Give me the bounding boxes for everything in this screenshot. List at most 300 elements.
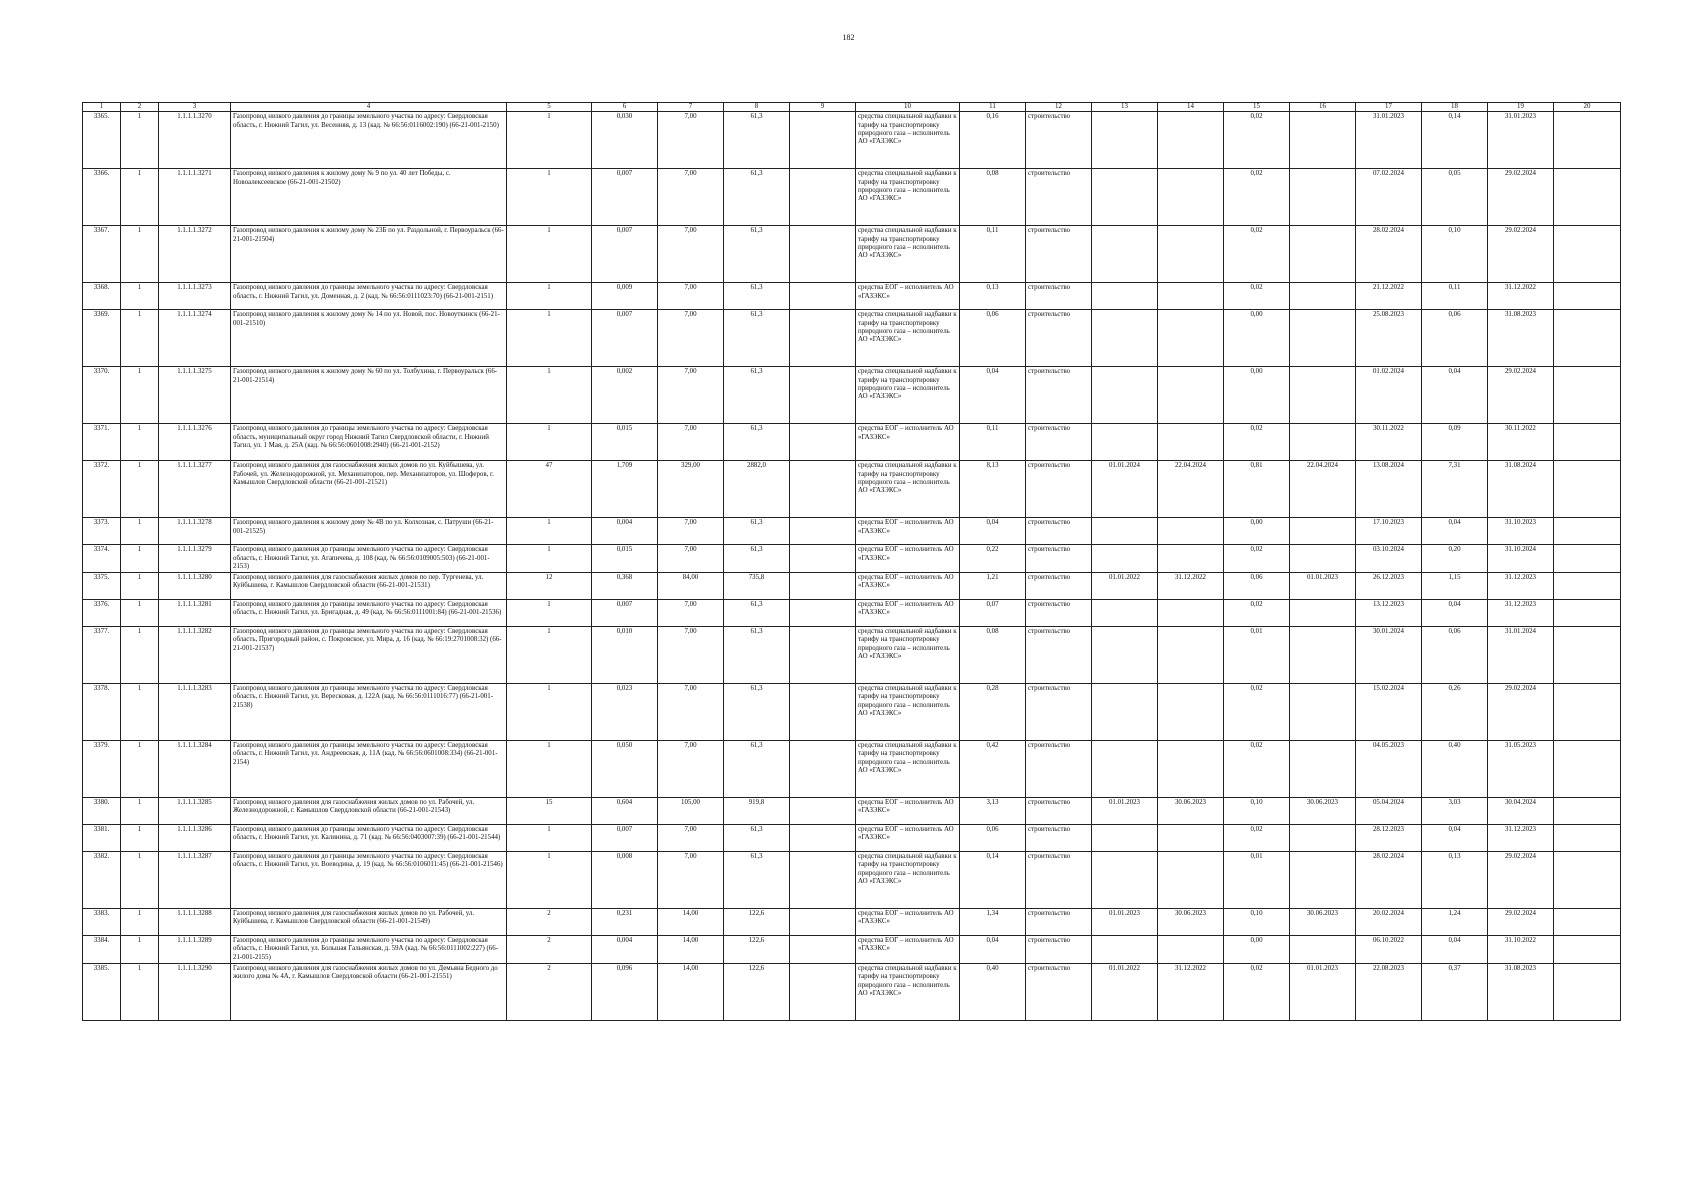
- completion-date: 30.11.2022: [1356, 424, 1422, 461]
- column-number-header: 10: [856, 103, 960, 112]
- cell-quantity: 1: [507, 169, 592, 226]
- start-date: [1092, 283, 1158, 310]
- cell-cost: 0,06: [960, 825, 1026, 852]
- project-description: Газопровод низкого давления для газоснабжения жилых домов по ул. Куйбышева, ул. Рабочей, ул. Железнодорожной, ул. Механизаторов, пер. Механизаторов, ул. Шоферов, г. Камышлов Свердловской области (66-21-001-21521): [231, 461, 507, 518]
- completion-date: 28.12.2023: [1356, 825, 1422, 852]
- commission-date: 31.08.2024: [1488, 461, 1554, 518]
- cell-year2-cost: 0,14: [1422, 112, 1488, 169]
- cell-length: 0,010: [592, 627, 658, 684]
- cell-year1-cost: 0,01: [1224, 852, 1290, 909]
- cell-length: 0,007: [592, 226, 658, 283]
- cell-quantity: 1: [507, 112, 592, 169]
- completion-date: 07.02.2024: [1356, 169, 1422, 226]
- cell-col9: [790, 741, 856, 798]
- project-description: Газопровод низкого давления до границы земельного участка по адресу: Свердловская область, г. Нижний Тагил, ул. Вересковая, д. 122А (кад. № 66:56:0111016:77) (66-21-001-21538): [231, 684, 507, 741]
- cell-quantity: 1: [507, 367, 592, 424]
- end-date: [1158, 627, 1224, 684]
- cell-col20: [1554, 545, 1621, 573]
- cell-col2: 1: [121, 627, 159, 684]
- cell-cost: 0,42: [960, 741, 1026, 798]
- start-date: 01.01.2022: [1092, 573, 1158, 600]
- cell-volume: 122,6: [724, 936, 790, 964]
- cell-year2-start: [1290, 600, 1356, 627]
- table-row: [83, 461, 1621, 518]
- cell-col2: 1: [121, 936, 159, 964]
- cell-col2: 1: [121, 424, 159, 461]
- cell-quantity: 1: [507, 283, 592, 310]
- row-number: 3377.: [83, 627, 121, 684]
- cell-cost: 0,04: [960, 518, 1026, 545]
- cell-cost: 0,22: [960, 545, 1026, 573]
- start-date: 01.01.2022: [1092, 964, 1158, 1021]
- cell-col2: 1: [121, 461, 159, 518]
- row-number: 3381.: [83, 825, 121, 852]
- project-code: 1.1.1.1.3282: [159, 627, 231, 684]
- cell-capacity: 7,00: [658, 518, 724, 545]
- project-description: Газопровод низкого давления для газоснабжения жилых домов по ул. Демьяна Бедного до жилого дома № 4А, г. Камышлов Свердловской области (66-21-001-21551): [231, 964, 507, 1021]
- cell-capacity: 7,00: [658, 283, 724, 310]
- cell-year1-cost: 0,02: [1224, 545, 1290, 573]
- cell-col2: 1: [121, 283, 159, 310]
- row-number: 3383.: [83, 909, 121, 936]
- row-number: 3379.: [83, 741, 121, 798]
- work-type: строительство: [1026, 825, 1092, 852]
- cell-volume: 735,8: [724, 573, 790, 600]
- cell-col2: 1: [121, 226, 159, 283]
- start-date: [1092, 825, 1158, 852]
- work-type: строительство: [1026, 226, 1092, 283]
- cell-year2-start: [1290, 684, 1356, 741]
- cell-cost: 0,06: [960, 310, 1026, 367]
- end-date: [1158, 684, 1224, 741]
- start-date: [1092, 169, 1158, 226]
- commission-date: 31.12.2022: [1488, 283, 1554, 310]
- funding-source: средства ЕОГ – исполнитель АО «ГАЗЭКС»: [856, 825, 960, 852]
- project-description: Газопровод низкого давления для газоснабжения жилых домов по ул. Рабочей, ул. Куйбышева, г. Камышлов Свердловской области (66-21-001-21549): [231, 909, 507, 936]
- cell-capacity: 7,00: [658, 600, 724, 627]
- work-type: строительство: [1026, 545, 1092, 573]
- cell-cost: 0,04: [960, 936, 1026, 964]
- cell-year2-start: 01.01.2023: [1290, 573, 1356, 600]
- cell-length: 0,604: [592, 798, 658, 825]
- project-description: Газопровод низкого давления до границы земельного участка по адресу: Свердловская область, г. Нижний Тагил, ул. Калинина, д. 71 (кад. № 66:56:0403007:39) (66-21-001-21544): [231, 825, 507, 852]
- cell-length: 0,231: [592, 909, 658, 936]
- cell-length: 0,007: [592, 825, 658, 852]
- cell-length: 0,004: [592, 518, 658, 545]
- cell-volume: 61,3: [724, 518, 790, 545]
- funding-source: средства специальной надбавки к тарифу на транспортировку природного газа – исполнитель АО «ГАЗЭКС»: [856, 226, 960, 283]
- cell-volume: 61,3: [724, 226, 790, 283]
- project-description: Газопровод низкого давления для газоснабжения жилых домов по пер. Тургенева, ул. Куйбышева, г. Камышлов Свердловской области (66-21-001-21531): [231, 573, 507, 600]
- cell-year2-cost: 0,06: [1422, 310, 1488, 367]
- cell-col20: [1554, 798, 1621, 825]
- funding-source: средства ЕОГ – исполнитель АО «ГАЗЭКС»: [856, 573, 960, 600]
- project-code: 1.1.1.1.3290: [159, 964, 231, 1021]
- project-description: Газопровод низкого давления к жилому дому № 9 по ул. 40 лет Победы, с. Новоалексеевское (66-21-001-21502): [231, 169, 507, 226]
- column-number-header: 12: [1026, 103, 1092, 112]
- cell-length: 0,004: [592, 936, 658, 964]
- cell-col9: [790, 461, 856, 518]
- cell-col9: [790, 909, 856, 936]
- cell-year1-cost: 0,10: [1224, 798, 1290, 825]
- cell-year2-cost: 0,04: [1422, 367, 1488, 424]
- cell-year2-cost: 0,20: [1422, 545, 1488, 573]
- cell-quantity: 1: [507, 310, 592, 367]
- cell-col9: [790, 283, 856, 310]
- cell-col9: [790, 226, 856, 283]
- completion-date: 13.08.2024: [1356, 461, 1422, 518]
- column-number-header: 15: [1224, 103, 1290, 112]
- cell-length: 0,023: [592, 684, 658, 741]
- cell-year2-cost: 0,11: [1422, 283, 1488, 310]
- project-code: 1.1.1.1.3280: [159, 573, 231, 600]
- funding-source: средства специальной надбавки к тарифу на транспортировку природного газа – исполнитель АО «ГАЗЭКС»: [856, 112, 960, 169]
- cell-year2-cost: 3,03: [1422, 798, 1488, 825]
- end-date: 31.12.2022: [1158, 573, 1224, 600]
- cell-volume: 61,3: [724, 112, 790, 169]
- commission-date: 31.12.2023: [1488, 825, 1554, 852]
- funding-source: средства специальной надбавки к тарифу на транспортировку природного газа – исполнитель АО «ГАЗЭКС»: [856, 852, 960, 909]
- cell-year1-cost: 0,81: [1224, 461, 1290, 518]
- cell-year2-start: [1290, 518, 1356, 545]
- cell-col9: [790, 424, 856, 461]
- cell-col2: 1: [121, 169, 159, 226]
- cell-cost: 0,11: [960, 226, 1026, 283]
- cell-capacity: 7,00: [658, 367, 724, 424]
- table-row: [83, 169, 1621, 226]
- cell-col9: [790, 936, 856, 964]
- cell-capacity: 7,00: [658, 684, 724, 741]
- commission-date: 31.12.2023: [1488, 573, 1554, 600]
- cell-year2-start: [1290, 936, 1356, 964]
- cell-col9: [790, 600, 856, 627]
- cell-capacity: 14,00: [658, 936, 724, 964]
- work-type: строительство: [1026, 573, 1092, 600]
- cell-col20: [1554, 310, 1621, 367]
- project-code: 1.1.1.1.3270: [159, 112, 231, 169]
- end-date: [1158, 424, 1224, 461]
- work-type: строительство: [1026, 310, 1092, 367]
- project-code: 1.1.1.1.3281: [159, 600, 231, 627]
- cell-col9: [790, 573, 856, 600]
- cell-col20: [1554, 169, 1621, 226]
- cell-quantity: 2: [507, 936, 592, 964]
- cell-capacity: 7,00: [658, 545, 724, 573]
- cell-year2-cost: 7,31: [1422, 461, 1488, 518]
- row-number: 3365.: [83, 112, 121, 169]
- cell-quantity: 2: [507, 909, 592, 936]
- completion-date: 28.02.2024: [1356, 852, 1422, 909]
- cell-col9: [790, 684, 856, 741]
- row-number: 3385.: [83, 964, 121, 1021]
- completion-date: 21.12.2022: [1356, 283, 1422, 310]
- column-number-header: 8: [724, 103, 790, 112]
- work-type: строительство: [1026, 798, 1092, 825]
- start-date: [1092, 424, 1158, 461]
- project-code: 1.1.1.1.3278: [159, 518, 231, 545]
- work-type: строительство: [1026, 852, 1092, 909]
- column-number-header: 1: [83, 103, 121, 112]
- cell-year1-cost: 0,00: [1224, 936, 1290, 964]
- end-date: [1158, 112, 1224, 169]
- cell-quantity: 1: [507, 226, 592, 283]
- cell-year1-cost: 0,01: [1224, 627, 1290, 684]
- work-type: строительство: [1026, 424, 1092, 461]
- cell-col9: [790, 310, 856, 367]
- row-number: 3369.: [83, 310, 121, 367]
- cell-volume: 61,3: [724, 684, 790, 741]
- cell-quantity: 1: [507, 424, 592, 461]
- project-code: 1.1.1.1.3277: [159, 461, 231, 518]
- project-description: Газопровод низкого давления для газоснабжения жилых домов по ул. Рабочей, ул. Железнодорожной, г. Камышлов Свердловской области (66-21-001-21543): [231, 798, 507, 825]
- commission-date: 31.05.2023: [1488, 741, 1554, 798]
- row-number: 3367.: [83, 226, 121, 283]
- cell-capacity: 7,00: [658, 310, 724, 367]
- cell-length: 0,009: [592, 283, 658, 310]
- cell-capacity: 7,00: [658, 627, 724, 684]
- project-description: Газопровод низкого давления до границы земельного участка по адресу: Свердловская область, г. Нижний Тагил, ул. Бригадная, д. 49 (кад. № 66:56:0111001:84) (66-21-001-21536): [231, 600, 507, 627]
- cell-year2-cost: 0,06: [1422, 627, 1488, 684]
- cell-col2: 1: [121, 825, 159, 852]
- funding-source: средства специальной надбавки к тарифу на транспортировку природного газа – исполнитель АО «ГАЗЭКС»: [856, 627, 960, 684]
- cell-capacity: 105,00: [658, 798, 724, 825]
- cell-col20: [1554, 627, 1621, 684]
- project-description: Газопровод низкого давления к жилому дому № 4В по ул. Колхозная, с. Патруши (66-21-001-21525): [231, 518, 507, 545]
- cell-col2: 1: [121, 684, 159, 741]
- column-number-header: 14: [1158, 103, 1224, 112]
- table-row: [83, 852, 1621, 909]
- work-type: строительство: [1026, 283, 1092, 310]
- commission-date: 29.02.2024: [1488, 367, 1554, 424]
- project-description: Газопровод низкого давления к жилому дому № 23Б по ул. Раздольной, г. Первоуральск (66-21-001-21504): [231, 226, 507, 283]
- cell-volume: 61,3: [724, 741, 790, 798]
- end-date: [1158, 169, 1224, 226]
- work-type: строительство: [1026, 367, 1092, 424]
- cell-year1-cost: 0,10: [1224, 909, 1290, 936]
- start-date: 01.01.2023: [1092, 909, 1158, 936]
- cell-year2-start: [1290, 226, 1356, 283]
- cell-cost: 0,28: [960, 684, 1026, 741]
- end-date: 30.06.2023: [1158, 909, 1224, 936]
- cell-quantity: 1: [507, 825, 592, 852]
- column-number-header: 20: [1554, 103, 1621, 112]
- project-description: Газопровод низкого давления до границы земельного участка по адресу: Свердловская область, муниципальный округ город Нижний Тагил Свердловской области, г. Нижний Тагил, ул. 1 Мая, д. 25А (кад. № 66:56:0601008:2940) (66-21-001-2152): [231, 424, 507, 461]
- cell-col2: 1: [121, 573, 159, 600]
- cell-year2-start: 30.06.2023: [1290, 909, 1356, 936]
- column-number-header: 6: [592, 103, 658, 112]
- cell-volume: 61,3: [724, 825, 790, 852]
- project-description: Газопровод низкого давления до границы земельного участка по адресу: Свердловская область, г. Нижний Тагил, ул. Агапичева, д. 108 (кад. № 66:56:0109005:503) (66-21-001-2153): [231, 545, 507, 573]
- table-row: [83, 798, 1621, 825]
- cell-year1-cost: 0,06: [1224, 573, 1290, 600]
- completion-date: 17.10.2023: [1356, 518, 1422, 545]
- project-description: Газопровод низкого давления к жилому дому № 14 по ул. Новой, пос. Новоуткинск (66-21-001-21510): [231, 310, 507, 367]
- funding-source: средства специальной надбавки к тарифу на транспортировку природного газа – исполнитель АО «ГАЗЭКС»: [856, 169, 960, 226]
- row-number: 3376.: [83, 600, 121, 627]
- project-code: 1.1.1.1.3271: [159, 169, 231, 226]
- table-row: [83, 684, 1621, 741]
- cell-col20: [1554, 909, 1621, 936]
- commission-date: 29.02.2024: [1488, 852, 1554, 909]
- cell-col9: [790, 825, 856, 852]
- funding-source: средства специальной надбавки к тарифу на транспортировку природного газа – исполнитель АО «ГАЗЭКС»: [856, 310, 960, 367]
- end-date: 30.06.2023: [1158, 798, 1224, 825]
- table-row: [83, 367, 1621, 424]
- cell-col20: [1554, 112, 1621, 169]
- project-code: 1.1.1.1.3285: [159, 798, 231, 825]
- cell-capacity: 7,00: [658, 112, 724, 169]
- cell-cost: 0,16: [960, 112, 1026, 169]
- completion-date: 13.12.2023: [1356, 600, 1422, 627]
- start-date: [1092, 545, 1158, 573]
- start-date: 01.01.2024: [1092, 461, 1158, 518]
- commission-date: 31.10.2024: [1488, 545, 1554, 573]
- row-number: 3370.: [83, 367, 121, 424]
- cell-year2-start: [1290, 367, 1356, 424]
- cell-year1-cost: 0,02: [1224, 741, 1290, 798]
- cell-capacity: 7,00: [658, 852, 724, 909]
- cell-cost: 0,04: [960, 367, 1026, 424]
- start-date: [1092, 627, 1158, 684]
- cell-year2-cost: 0,04: [1422, 518, 1488, 545]
- commission-date: 31.01.2024: [1488, 627, 1554, 684]
- completion-date: 26.12.2023: [1356, 573, 1422, 600]
- column-number-row: [83, 103, 1621, 112]
- end-date: [1158, 310, 1224, 367]
- cell-col20: [1554, 741, 1621, 798]
- commission-date: 29.02.2024: [1488, 684, 1554, 741]
- cell-volume: 122,6: [724, 909, 790, 936]
- table-row: [83, 424, 1621, 461]
- project-code: 1.1.1.1.3279: [159, 545, 231, 573]
- cell-year2-start: [1290, 852, 1356, 909]
- cell-year2-cost: 0,26: [1422, 684, 1488, 741]
- cell-quantity: 2: [507, 964, 592, 1021]
- row-number: 3382.: [83, 852, 121, 909]
- cell-volume: 2882,0: [724, 461, 790, 518]
- cell-col20: [1554, 825, 1621, 852]
- cell-quantity: 12: [507, 573, 592, 600]
- cell-length: 0,015: [592, 424, 658, 461]
- cell-volume: 61,3: [724, 852, 790, 909]
- completion-date: 30.01.2024: [1356, 627, 1422, 684]
- end-date: [1158, 936, 1224, 964]
- funding-source: средства ЕОГ – исполнитель АО «ГАЗЭКС»: [856, 909, 960, 936]
- completion-date: 03.10.2024: [1356, 545, 1422, 573]
- cell-quantity: 1: [507, 545, 592, 573]
- cell-year2-start: [1290, 112, 1356, 169]
- table-row: [83, 545, 1621, 573]
- cell-capacity: 329,00: [658, 461, 724, 518]
- project-code: 1.1.1.1.3276: [159, 424, 231, 461]
- start-date: [1092, 936, 1158, 964]
- row-number: 3372.: [83, 461, 121, 518]
- table-row: [83, 600, 1621, 627]
- funding-source: средства ЕОГ – исполнитель АО «ГАЗЭКС»: [856, 518, 960, 545]
- cell-col9: [790, 627, 856, 684]
- cell-capacity: 7,00: [658, 226, 724, 283]
- cell-year2-start: [1290, 825, 1356, 852]
- cell-year2-cost: 0,13: [1422, 852, 1488, 909]
- end-date: [1158, 518, 1224, 545]
- commission-date: 29.02.2024: [1488, 226, 1554, 283]
- row-number: 3380.: [83, 798, 121, 825]
- funding-source: средства ЕОГ – исполнитель АО «ГАЗЭКС»: [856, 600, 960, 627]
- cell-length: 0,008: [592, 852, 658, 909]
- column-number-header: 2: [121, 103, 159, 112]
- project-description: Газопровод низкого давления до границы земельного участка по адресу: Свердловская область, Пригородный район, с. Покровское, ул. Мира, д. 16 (кад. № 66:19:2701008:32) (66-21-001-21537): [231, 627, 507, 684]
- start-date: [1092, 600, 1158, 627]
- cell-col2: 1: [121, 852, 159, 909]
- project-code: 1.1.1.1.3284: [159, 741, 231, 798]
- completion-date: 05.04.2024: [1356, 798, 1422, 825]
- cell-col2: 1: [121, 909, 159, 936]
- cell-volume: 122,6: [724, 964, 790, 1021]
- cell-year2-start: [1290, 310, 1356, 367]
- cell-year1-cost: 0,02: [1224, 964, 1290, 1021]
- project-code: 1.1.1.1.3287: [159, 852, 231, 909]
- cell-year2-cost: 0,10: [1422, 226, 1488, 283]
- cell-year2-start: [1290, 424, 1356, 461]
- completion-date: 04.05.2023: [1356, 741, 1422, 798]
- cell-col2: 1: [121, 798, 159, 825]
- cell-capacity: 14,00: [658, 909, 724, 936]
- cell-year1-cost: 0,02: [1224, 169, 1290, 226]
- cell-col20: [1554, 367, 1621, 424]
- cell-year2-cost: 1,15: [1422, 573, 1488, 600]
- cell-quantity: 1: [507, 741, 592, 798]
- cell-capacity: 7,00: [658, 825, 724, 852]
- commission-date: 31.08.2023: [1488, 964, 1554, 1021]
- start-date: [1092, 310, 1158, 367]
- column-number-header: 11: [960, 103, 1026, 112]
- cell-year1-cost: 0,00: [1224, 310, 1290, 367]
- start-date: [1092, 518, 1158, 545]
- cell-year2-cost: 0,04: [1422, 825, 1488, 852]
- cell-quantity: 1: [507, 684, 592, 741]
- cell-cost: 1,21: [960, 573, 1026, 600]
- cell-year2-start: [1290, 741, 1356, 798]
- project-description: Газопровод низкого давления до границы земельного участка по адресу: Свердловская область, г. Нижний Тагил, ул. Весенняя, д. 13 (кад. № 66:56:0116002:190) (66-21-001-2150): [231, 112, 507, 169]
- cell-col2: 1: [121, 741, 159, 798]
- column-number-header: 5: [507, 103, 592, 112]
- cell-cost: 3,13: [960, 798, 1026, 825]
- cell-col20: [1554, 461, 1621, 518]
- table-row: [83, 741, 1621, 798]
- cell-length: 0,368: [592, 573, 658, 600]
- cell-col9: [790, 367, 856, 424]
- end-date: [1158, 741, 1224, 798]
- commission-date: 31.10.2022: [1488, 936, 1554, 964]
- cell-quantity: 1: [507, 518, 592, 545]
- cell-year2-start: 01.01.2023: [1290, 964, 1356, 1021]
- start-date: [1092, 741, 1158, 798]
- funding-source: средства специальной надбавки к тарифу на транспортировку природного газа – исполнитель АО «ГАЗЭКС»: [856, 684, 960, 741]
- cell-year2-cost: 0,09: [1422, 424, 1488, 461]
- funding-source: средства ЕОГ – исполнитель АО «ГАЗЭКС»: [856, 545, 960, 573]
- cell-col2: 1: [121, 112, 159, 169]
- end-date: 22.04.2024: [1158, 461, 1224, 518]
- project-code: 1.1.1.1.3273: [159, 283, 231, 310]
- cell-year2-start: [1290, 627, 1356, 684]
- work-type: строительство: [1026, 112, 1092, 169]
- cell-volume: 61,3: [724, 545, 790, 573]
- table-row: [83, 226, 1621, 283]
- funding-source: средства ЕОГ – исполнитель АО «ГАЗЭКС»: [856, 936, 960, 964]
- cell-length: 0,015: [592, 545, 658, 573]
- funding-source: средства специальной надбавки к тарифу на транспортировку природного газа – исполнитель АО «ГАЗЭКС»: [856, 964, 960, 1021]
- start-date: [1092, 367, 1158, 424]
